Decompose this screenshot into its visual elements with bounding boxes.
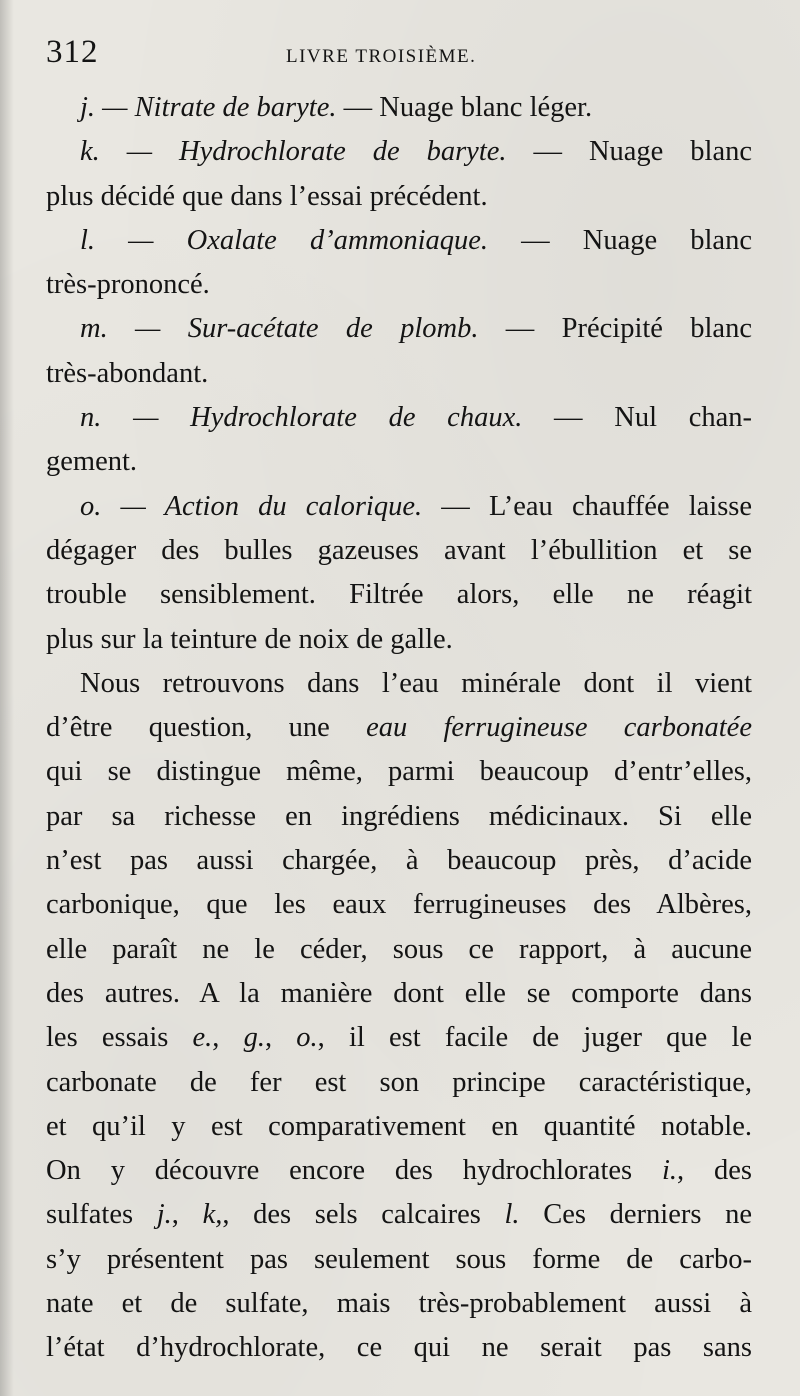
text-segment: , — [212, 1022, 244, 1054]
text-segment: — Nuage blanc — [506, 136, 752, 168]
text-segment: carbonate de fer est son principe caractéristique, — [46, 1066, 752, 1098]
text-segment: , — [171, 1199, 203, 1231]
text-line — [46, 1193, 752, 1237]
running-title: LIVRE TROISIÈME. — [286, 46, 477, 67]
text-segment: , — [264, 1022, 297, 1054]
text-line — [46, 1282, 752, 1326]
text-line — [46, 750, 752, 794]
text-segment: elle paraît ne le céder, sous ce rapport, à aucune — [46, 933, 752, 965]
text-segment: , il est facile de juger que le — [317, 1022, 753, 1054]
text-line — [46, 175, 752, 219]
text-segment: plus décidé que dans l’essai précédent. — [46, 180, 488, 212]
text-line — [46, 1061, 752, 1105]
italic-segment: Hydrochlorate de baryte. — [179, 136, 507, 168]
text-segment: , des — [677, 1155, 752, 1187]
text-segment: les essais — [46, 1022, 193, 1054]
text-segment: gement. — [46, 446, 138, 478]
text-line — [46, 529, 752, 573]
italic-segment: e. — [192, 1022, 213, 1054]
text-line — [46, 1326, 752, 1370]
italic-segment: Nitrate de baryte. — [134, 92, 337, 123]
text-line — [46, 839, 752, 883]
body-text — [46, 86, 752, 1371]
italic-segment: Hydrochlorate de chaux. — [190, 402, 523, 434]
italic-segment: j. — — [80, 92, 135, 123]
text-segment: très-prononcé. — [46, 269, 210, 301]
text-segment: — L’eau chauffée laisse — [422, 490, 753, 522]
text-line — [46, 130, 752, 174]
italic-segment: Action du calorique. — [164, 490, 423, 522]
text-segment: des autres. A la manière dont elle se comporte dans — [46, 977, 752, 1009]
text-line — [46, 928, 752, 972]
text-line — [46, 1238, 752, 1282]
italic-segment: l. — [504, 1199, 520, 1231]
italic-segment: j. — [156, 1199, 172, 1231]
italic-segment: g. — [243, 1022, 265, 1054]
text-segment: dégager des bulles gazeuses avant l’ébullition et se — [46, 534, 752, 566]
text-segment: On y découvre encore des hydrochlorates — [46, 1155, 662, 1187]
text-line — [46, 219, 752, 263]
text-line — [46, 307, 752, 351]
text-segment: — Nuage blanc — [488, 224, 752, 256]
text-line — [46, 86, 752, 130]
text-segment: Nous retrouvons dans l’eau minérale dont il vient — [80, 667, 752, 699]
text-segment: plus sur la teinture de noix de galle. — [46, 623, 453, 655]
italic-segment: o. — — [80, 490, 165, 522]
text-line — [46, 263, 752, 307]
text-segment: l’état d’hydrochlorate, ce qui ne serait pas sans — [46, 1332, 752, 1364]
text-line — [46, 1016, 752, 1060]
text-line — [46, 795, 752, 839]
text-segment: par sa richesse en ingrédiens médicinaux. Si elle — [46, 800, 752, 832]
text-segment: très-abondant. — [46, 357, 209, 389]
text-line — [46, 440, 752, 484]
text-segment: nate et de sulfate, mais très-probablement aussi à — [46, 1288, 752, 1320]
text-line — [46, 972, 752, 1016]
text-segment: sulfates — [46, 1199, 157, 1231]
italic-segment: Oxalate d’ammoniaque. — [186, 224, 489, 256]
text-line — [46, 618, 752, 662]
text-line — [46, 352, 752, 396]
text-segment: — Nul chan- — [522, 402, 752, 434]
text-segment: — Précipité blanc — [478, 313, 752, 345]
italic-segment: l. — — [80, 224, 187, 256]
text-segment: s’y présentent pas seulement sous forme de carbo- — [46, 1243, 752, 1275]
italic-segment: eau ferrugineuse carbonatée — [366, 712, 752, 744]
italic-segment: Sur-acétate de plomb. — [187, 313, 479, 345]
text-segment: et qu’il y est comparativement en quantité notable. — [46, 1110, 752, 1142]
italic-segment: o. — [296, 1022, 318, 1054]
italic-segment: k. — — [80, 136, 180, 168]
italic-segment: i. — [661, 1155, 678, 1187]
text-line — [46, 573, 752, 617]
text-segment: qui se distingue même, parmi beaucoup d’entr’elles, — [46, 756, 752, 788]
text-segment: carbonique, que les eaux ferrugineuses des Albères, — [46, 889, 752, 921]
italic-segment: m. — — [80, 313, 188, 345]
text-line — [46, 706, 752, 750]
text-segment: , des sels calcaires — [222, 1199, 505, 1231]
text-segment: trouble sensiblement. Filtrée alors, elle ne réagit — [46, 579, 752, 611]
text-line — [46, 485, 752, 529]
text-segment: Ces derniers ne — [519, 1199, 752, 1231]
italic-segment: n. — — [80, 402, 191, 434]
text-line — [46, 396, 752, 440]
text-line — [46, 883, 752, 927]
text-line — [46, 1105, 752, 1149]
italic-segment: k, — [202, 1199, 223, 1231]
text-segment: d’être question, une — [46, 712, 367, 744]
text-segment: n’est pas aussi chargée, à beaucoup près, d’acide — [46, 845, 752, 877]
text-line — [46, 662, 752, 706]
page-number: 312 — [46, 34, 99, 70]
page-header — [46, 34, 766, 78]
text-segment: — Nuage blanc léger. — [336, 92, 593, 123]
text-line — [46, 1149, 752, 1193]
